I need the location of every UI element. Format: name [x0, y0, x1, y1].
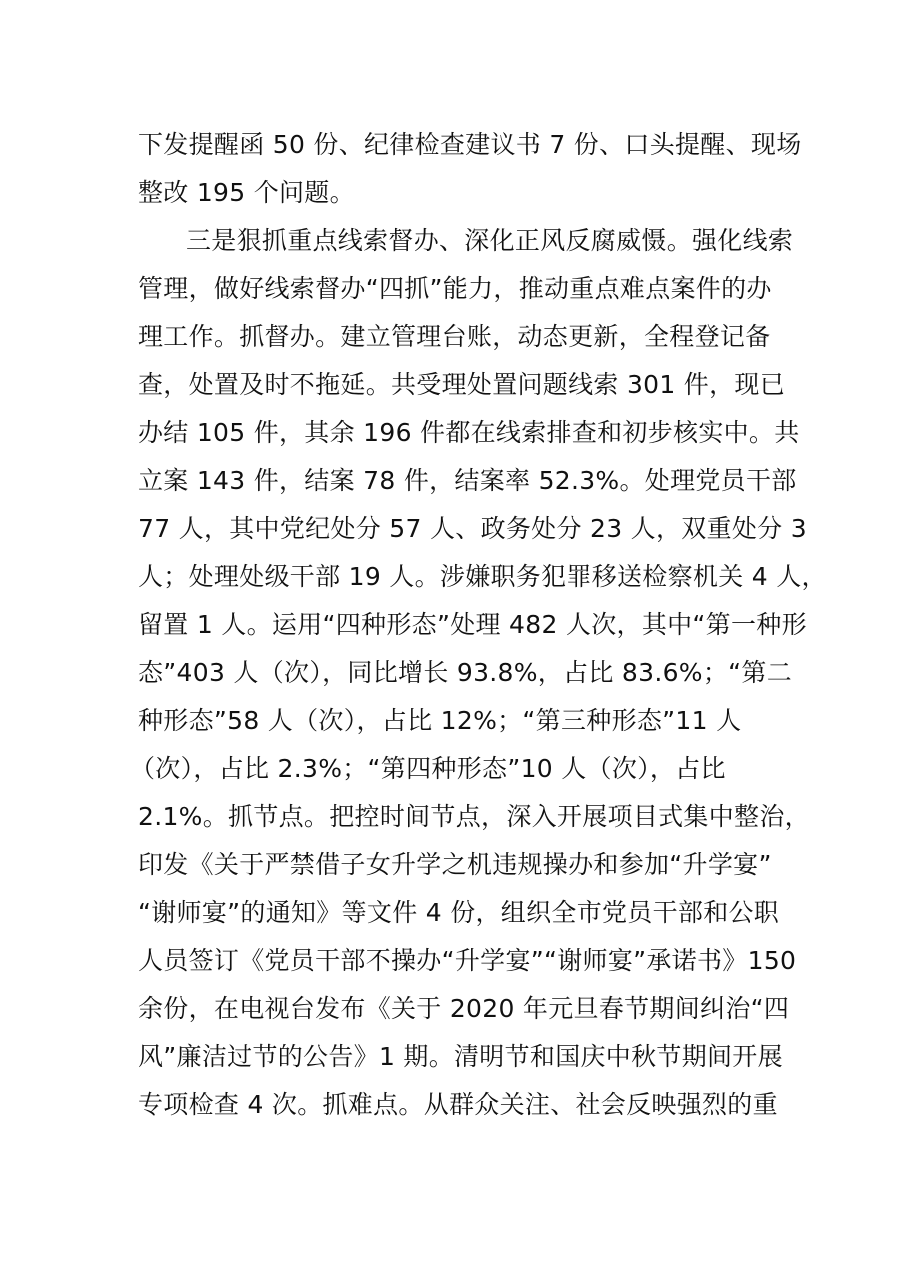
text-line: 余份，在电视台发布《关于 2020 年元旦春节期间纠治“四 [138, 994, 790, 1023]
text-line: 查，处置及时不拖延。共受理处置问题线索 301 件，现已 [138, 370, 786, 399]
text-line: 留置 1 人。运用“四种形态”处理 482 人次，其中“第一种形 [138, 610, 807, 639]
text-line: 理工作。抓督办。建立管理台账，动态更新，全程登记备 [138, 322, 771, 351]
text-line: 人；处理处级干部 19 人。涉嫌职务犯罪移送检察机关 4 人， [138, 562, 827, 591]
text-line: 种形态”58 人（次），占比 12%；“第三种形态”11 人 [138, 706, 742, 735]
text-line: 77 人，其中党纪处分 57 人、政务处分 23 人，双重处分 3 [138, 514, 807, 543]
text-line: 下发提醒函 50 份、纪律检查建议书 7 份、口头提醒、现场 [138, 130, 802, 159]
text-line: 办结 105 件，其余 196 件都在线索排查和初步核实中。共 [138, 418, 800, 447]
text-line: 整改 195 个问题。 [138, 178, 355, 207]
text-line: 专项检查 4 次。抓难点。从群众关注、社会反映强烈的重 [138, 1090, 778, 1119]
text-line: 三是狠抓重点线索督办、深化正风反腐威慑。强化线索 [186, 226, 794, 255]
text-line: 印发《关于严禁借子女升学之机违规操办和参加“升学宴” [138, 850, 772, 879]
text-line: 管理，做好线索督办“四抓”能力，推动重点难点案件的办 [138, 274, 772, 303]
text-line: （次），占比 2.3%；“第四种形态”10 人（次），占比 [130, 754, 726, 783]
text-line: “谢师宴”的通知》等文件 4 份，组织全市党员干部和公职 [138, 898, 780, 927]
text-line: 风”廉洁过节的公告》1 期。清明节和国庆中秋节期间开展 [138, 1042, 783, 1071]
text-line: 态”403 人（次），同比增长 93.8%，占比 83.6%；“第二 [138, 658, 792, 687]
text-line: 立案 143 件，结案 78 件，结案率 52.3%。处理党员干部 [138, 466, 797, 495]
text-line: 人员签订《党员干部不操办“升学宴”“谢师宴”承诺书》150 [138, 946, 797, 975]
text-line: 2.1%。抓节点。把控时间节点，深入开展项目式集中整治， [138, 802, 810, 831]
